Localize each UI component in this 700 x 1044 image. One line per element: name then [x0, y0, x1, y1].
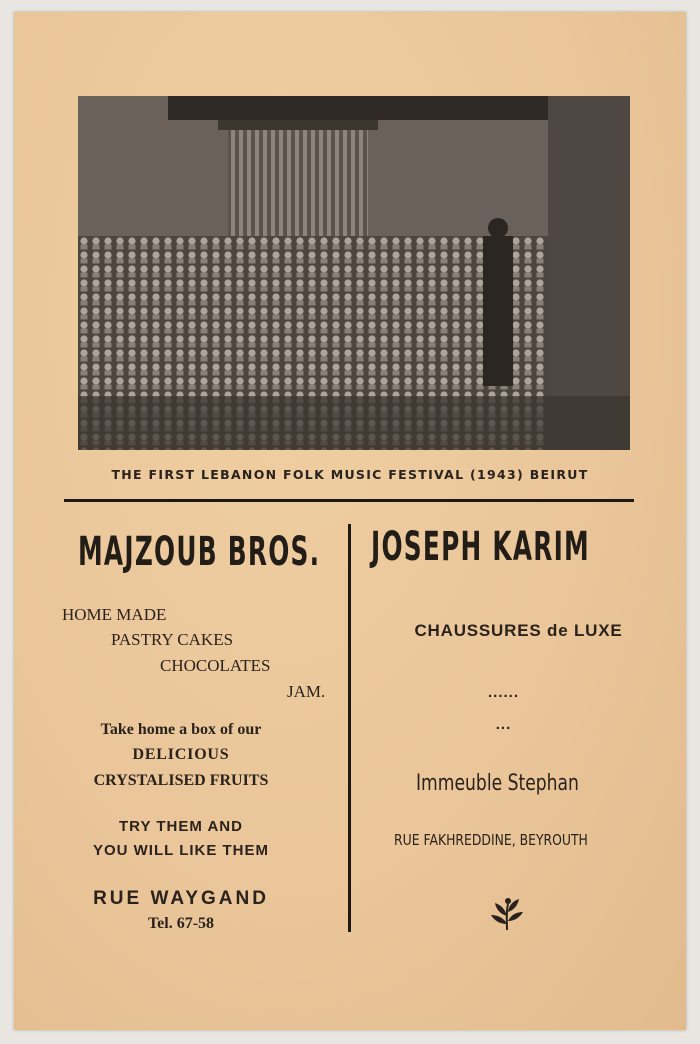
menu-line-3: CHOCOLATES [160, 656, 271, 675]
festival-photo [78, 96, 630, 450]
slogan-line-2: YOU WILL LIKE THEM [92, 842, 270, 859]
promo-line-2: DELICIOUS [132, 746, 230, 763]
slogan-line-1: TRY THEM AND [119, 818, 243, 835]
photo-caption: THE FIRST LEBANON FOLK MUSIC FESTIVAL (1943) BEIRUT [111, 467, 589, 482]
building-name: Immeuble Stephan [416, 771, 579, 796]
street-address: RUE FAKHREDDINE, BEYROUTH [394, 831, 588, 849]
promo-line-1: Take home a box of our [100, 721, 262, 738]
majzoub-title: MAJZOUB BROS. [78, 529, 321, 575]
floral-ornament-icon [486, 890, 528, 932]
choir-photo-illustration [78, 96, 630, 450]
telephone-line: Tel. 67-58 [147, 915, 215, 932]
menu-line-2: PASTRY CAKES [111, 630, 234, 649]
horizontal-divider [64, 499, 634, 502]
karim-title: JOSEPH KARIM [371, 524, 590, 570]
menu-line-4: JAM. [287, 682, 326, 701]
separator-dots-1: ...... [487, 684, 519, 701]
separator-dots-2: ... [495, 716, 512, 733]
menu-line-1: HOME MADE [62, 605, 167, 624]
promo-line-3: CRYSTALISED FRUITS [93, 772, 269, 789]
karim-subtitle: CHAUSSURES de LUXE [414, 621, 623, 640]
brochure-page [14, 12, 686, 1030]
address-line: RUE WAYGAND [93, 888, 269, 909]
